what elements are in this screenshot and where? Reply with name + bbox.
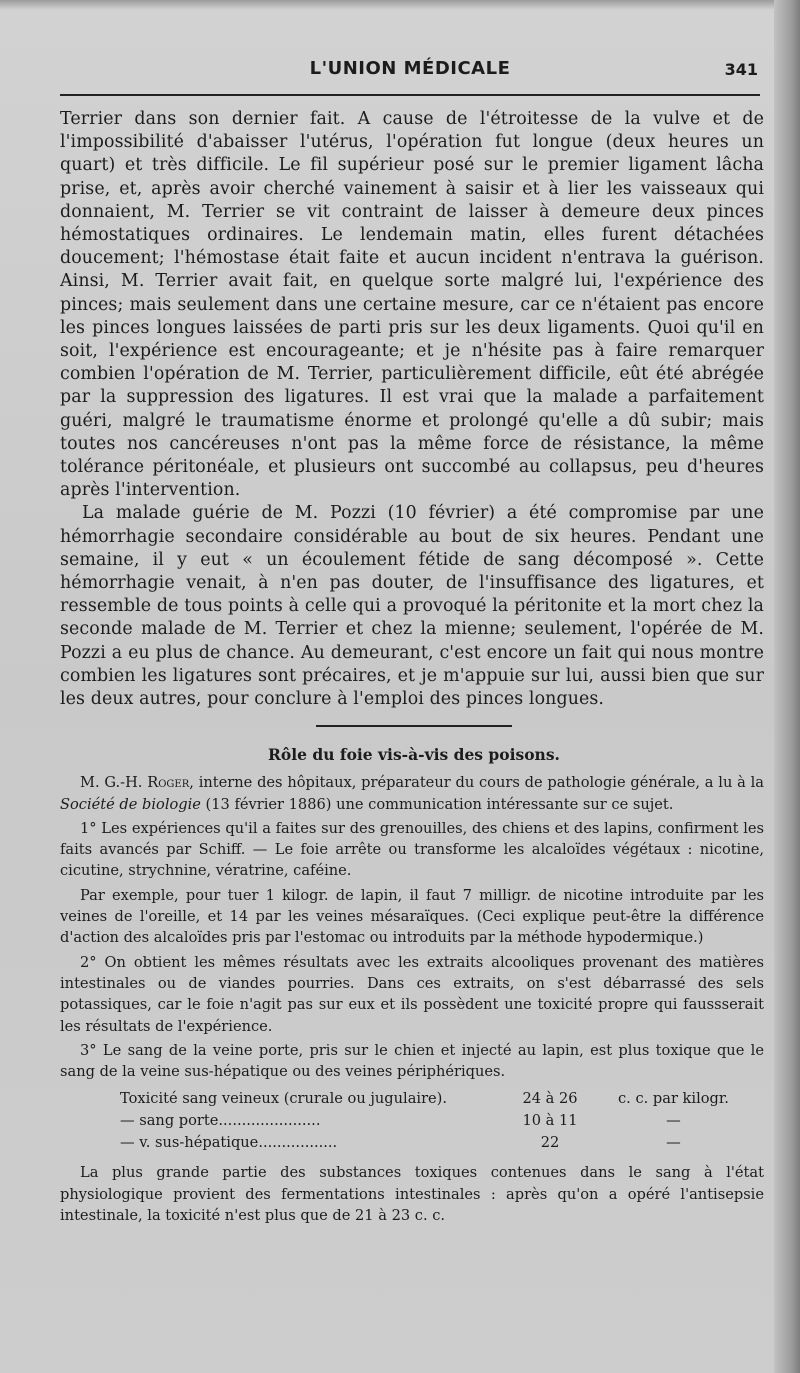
example-paragraph: Par exemple, pour tuer 1 kilogr. de lapin, il faut 7 milligr. de nicotine introduite par les veines de l'oreille, et 14 par les veines mésaraïques. (Ceci explique peut-être la différence d'action des alcaloïdes pris par l'estomac ou introduits par la méthode hypodermique.)	[60, 886, 764, 947]
toxicity-table	[120, 1088, 729, 1154]
point-3: 3° Le sang de la veine porte, pris sur le chien et injecté au lapin, est plus toxique que le sang de la veine sus-hépatique ou des veines périphériques.	[60, 1041, 764, 1081]
author-name: Roger	[147, 774, 190, 792]
journal-title: L'UNION MÉDICALE	[309, 58, 511, 79]
row-value: 10 à 11	[522, 1112, 578, 1130]
row-label: Toxicité sang veineux (crurale ou jugulaire).	[120, 1090, 448, 1108]
row-value: 24 à 26	[522, 1090, 578, 1108]
society-name: Société de biologie	[60, 795, 201, 813]
row-unit: —	[666, 1134, 681, 1152]
intro-middle: , interne des hôpitaux, préparateur du cours de pathologie générale, a lu à la	[189, 774, 765, 792]
page-number: 341	[724, 60, 758, 79]
conclusion-paragraph: La plus grande partie des substances toxiques contenues dans le sang à l'état physiologique provient des fermentations intestinales : après qu'on a opéré l'antisepsie intestinale, la toxicité n'est plus que de 21 à 23 c. c.	[60, 1164, 764, 1225]
intro-suffix: (13 février 1886) une communication intéressante sur ce sujet.	[200, 795, 674, 813]
paragraph-continued: Terrier dans son dernier fait. A cause de l'étroitesse de la vulve et de l'impossibilité d'abaisser l'utérus, l'opération fut longue (deux heures un quart) et très difficile. Le fil supérieur posé sur le premier ligament lâcha prise, et, après avoir cherché vainement à saisir et à lier les vaisseaux qui donnaient, M. Terrier se vit contraint de laisser à demeure deux pinces hémostatiques ordinaires. Le lendemain matin, elles furent détachées doucement; l'hémostase était faite et aucun incident n'entrava la guérison. Ainsi, M. Terrier avait fait, en quelque sorte malgré lui, l'expérience des pinces; mais seulement dans une certaine mesure, car ce n'étaient pas encore les pinces longues laissées de parti pris sur les deux ligaments. Quoi qu'il en soit, l'expérience est encourageante; et je n'hésite pas à faire remarquer combien l'opération de M. Terrier, particulièrement difficile, eût été abrégée par la suppression des ligatures. Il est vrai que la malade a parfaitement guéri, malgré le traumatisme énorme et prolongé qu'elle a dû subir; mais toutes nos cancéreuses n'ont pas la même force de résistance, la même tolérance péritonéale, et plusieurs ont succombé au collapsus, peu d'heures après l'intervention.	[60, 109, 764, 501]
running-header	[60, 0, 760, 96]
section-divider	[316, 725, 512, 727]
table-row	[120, 1132, 729, 1154]
row-label: — sang porte......................	[120, 1112, 321, 1130]
table-row	[120, 1088, 729, 1110]
row-value: 22	[540, 1134, 560, 1152]
point-1: 1° Les expériences qu'il a faites sur des grenouilles, des chiens et des lapins, confirment les faits avancés par Schiff. — Le foie arrête ou transforme les alcaloïdes végétaux : nicotine, cicutine, strychnine, vératrine, caféine.	[60, 819, 764, 880]
article-body	[60, 108, 764, 711]
section-body	[60, 772, 764, 1226]
row-unit: —	[666, 1112, 681, 1130]
table-row	[120, 1110, 729, 1132]
point-2: 2° On obtient les mêmes résultats avec les extraits alcooliques provenant des matières intestinales ou de viandes pourries. Dans ces extraits, on s'est débarrassé des sels potassiques, car le foie n'agit pas sur eux et ils possèdent une toxicité propre qui faussserait les résultats de l'expérience.	[60, 953, 764, 1035]
row-unit: c. c. par kilogr.	[618, 1090, 729, 1108]
row-label: — v. sus-hépatique.................	[120, 1134, 338, 1152]
paragraph-pozzi-case: La malade guérie de M. Pozzi (10 février) a été compromise par une hémorrhagie secondaire considérable au bout de six heures. Pendant une semaine, il y eut « un écoulement fétide de sang décomposé ». Cette hémorrhagie venait, à n'en pas douter, de l'insuffisance des ligatures, et ressemble de tous points à celle qui a provoqué la péritonite et la mort chez la seconde malade de M. Terrier et chez la mienne; seulement, l'opérée de M. Pozzi a eu plus de chance. Au demeurant, c'est encore un fait qui nous montre combien les ligatures sont précaires, et je m'appuie sur lui, aussi bien que sur les deux autres, pour conclure à l'emploi des pinces longues.	[60, 503, 764, 710]
section-heading: Rôle du foie vis-à-vis des poisons.	[268, 745, 560, 765]
book-spine-shadow	[774, 0, 800, 1373]
intro-prefix: M. G.-H.	[80, 774, 148, 792]
section-intro	[60, 772, 764, 815]
